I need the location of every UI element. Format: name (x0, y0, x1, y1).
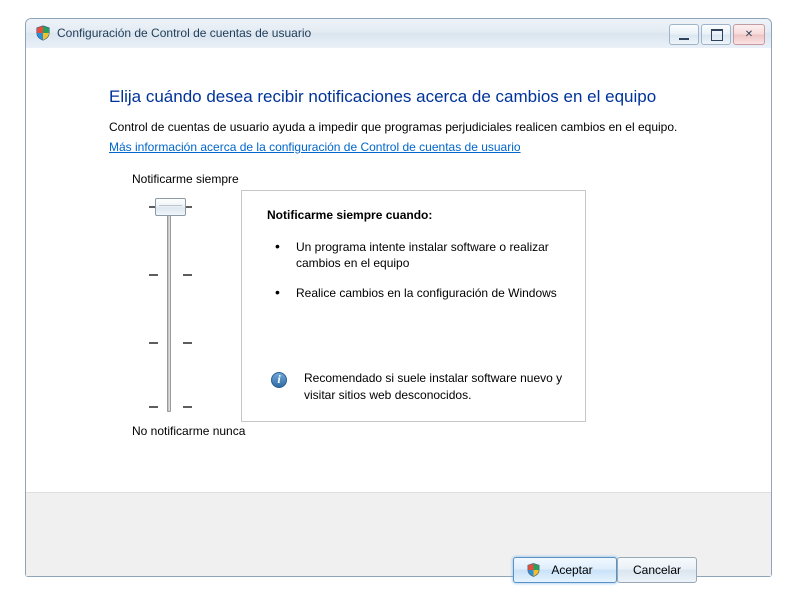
slider-bottom-label: No notificarme nunca (132, 424, 246, 438)
list-item: • Realice cambios en la configuración de Windows (266, 285, 569, 301)
page-title: Elija cuándo desea recibir notificaciones acerca de cambios en el equipo (109, 87, 657, 106)
slider-tick-right-4 (183, 406, 192, 408)
footer-bar (26, 493, 771, 576)
window-content (26, 48, 771, 576)
maximize-button[interactable] (701, 24, 731, 45)
info-icon (271, 372, 287, 388)
window-title: Configuración de Control de cuentas de usuario (57, 26, 312, 40)
uac-settings-window (25, 18, 772, 577)
close-icon: ✕ (744, 28, 754, 40)
uac-shield-icon (35, 25, 51, 41)
cancel-button[interactable] (617, 557, 697, 583)
minimize-button[interactable] (669, 24, 699, 45)
slider-tick-left-3 (149, 342, 158, 344)
cancel-button-label: Cancelar (632, 563, 682, 577)
notification-level-slider[interactable] (136, 194, 206, 414)
list-item: • Un programa intente instalar software o realizar cambios en el equipo (266, 239, 569, 271)
panel-recommendation (266, 370, 567, 404)
ok-button-label: Aceptar (551, 563, 593, 577)
uac-shield-icon (526, 562, 541, 578)
page-description: Control de cuentas de usuario ayuda a impedir que programas perjudiciales realicen cambios en el equipo. (109, 120, 678, 134)
window-controls (669, 24, 765, 45)
close-button[interactable] (733, 24, 765, 45)
slider-thumb[interactable] (155, 198, 186, 216)
minimize-icon (679, 38, 689, 40)
maximize-icon (711, 29, 723, 41)
window-titlebar[interactable] (26, 19, 771, 49)
slider-tick-right-2 (183, 274, 192, 276)
slider-tick-left-2 (149, 274, 158, 276)
panel-recommendation-text: Recomendado si suele instalar software nuevo y visitar sitios web desconocidos. (304, 371, 563, 402)
slider-tick-right-3 (183, 342, 192, 344)
slider-tick-left-4 (149, 406, 158, 408)
panel-title: Notificarme siempre cuando: (267, 208, 433, 222)
ok-button[interactable] (513, 557, 617, 583)
more-info-link[interactable]: Más información acerca de la configuración de Control de cuentas de usuario (109, 140, 521, 154)
panel-bullet-list (266, 239, 569, 315)
slider-track[interactable] (167, 200, 171, 412)
level-description-panel (241, 190, 586, 422)
slider-top-label: Notificarme siempre (132, 172, 239, 186)
